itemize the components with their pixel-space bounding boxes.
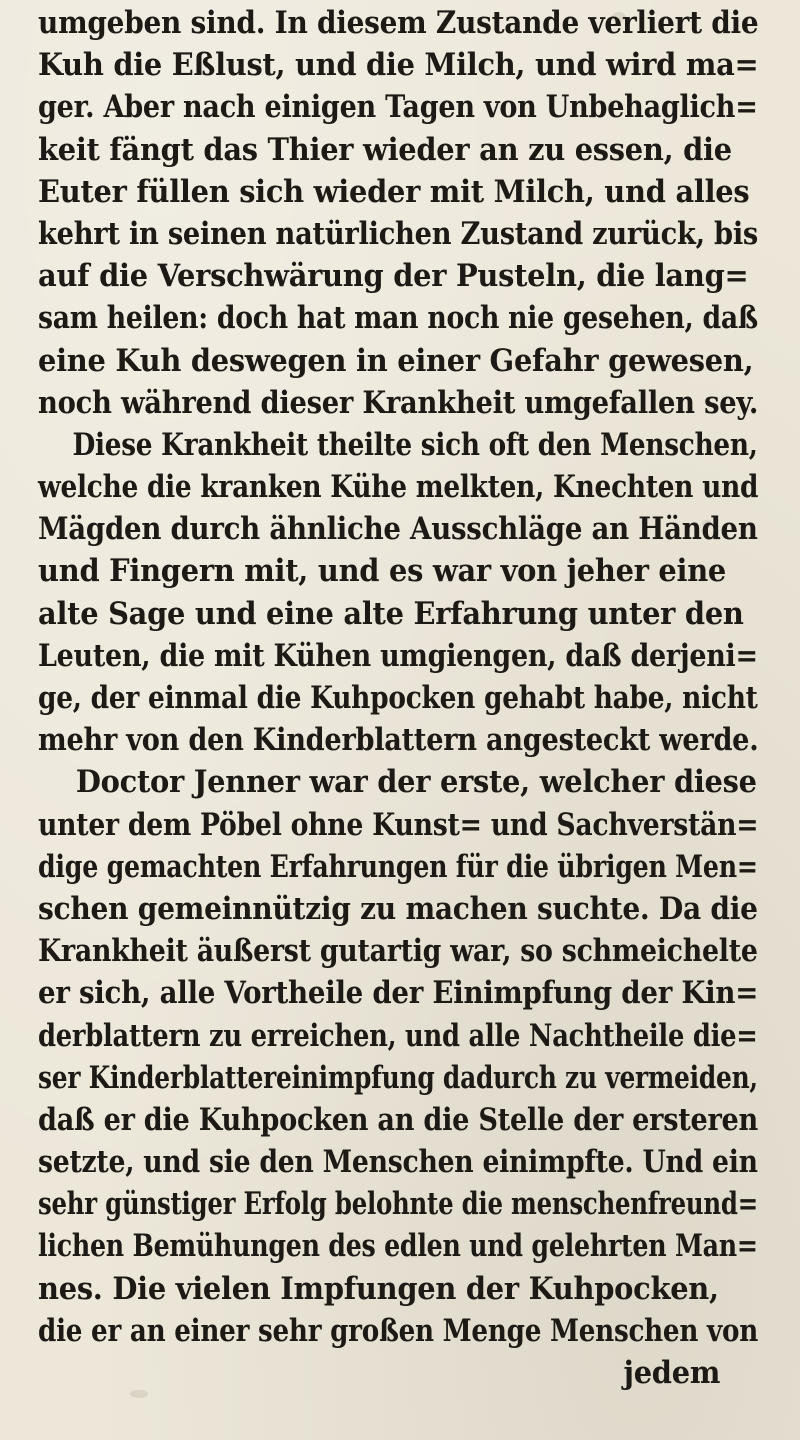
- text-line: Euter füllen sich wieder mit Milch, und alles: [38, 173, 750, 210]
- text-line: ge, der einmal die Kuhpocken gehabt habe, nicht: [38, 680, 758, 716]
- text-line: welche die kranken Kühe melkten, Knechten und: [38, 469, 759, 506]
- text-line: Mägden durch ähnliche Ausschläge an Händen: [38, 511, 758, 548]
- text-line: daß er die Kuhpocken an die Stelle der ersteren: [38, 1101, 758, 1138]
- text-line: Doctor Jenner war der erste, welcher diese: [75, 764, 757, 801]
- text-line: noch während dieser Krankheit umgefallen sey.: [38, 384, 759, 421]
- text-line: sam heilen: doch hat man noch nie gesehen, daß: [38, 300, 758, 337]
- page-text: [38, 2, 798, 1394]
- text-line: lichen Bemühungen des edlen und gelehrten Man=: [38, 1228, 758, 1265]
- text-line: schen gemeinnützig zu machen suchte. Da die: [38, 890, 758, 927]
- text-line: die er an einer sehr großen Menge Menschen von: [38, 1312, 758, 1349]
- text-line: unter dem Pöbel ohne Kunst= und Sachverstän=: [38, 806, 759, 843]
- text-line: setzte, und sie den Menschen einimpfte. Und ein: [38, 1144, 758, 1181]
- text-line: auf die Verschwärung der Pusteln, die lang=: [38, 258, 749, 295]
- text-line: keit fängt das Thier wieder an zu essen, die: [38, 131, 732, 168]
- text-line: kehrt in seinen natürlichen Zustand zurück, bis: [38, 215, 759, 252]
- text-line: derblattern zu erreichen, und alle Nachtheile die=: [38, 1017, 758, 1054]
- text-line: nes. Die vielen Impfungen der Kuhpocken,: [38, 1270, 719, 1307]
- text-line: Krankheit äußerst gutartig war, so schmeichelte: [38, 933, 758, 970]
- text-line: Diese Krankheit theilte sich oft den Menschen,: [72, 426, 758, 463]
- text-line: ger. Aber nach einigen Tagen von Unbehaglich=: [38, 89, 758, 126]
- text-line: mehr von den Kinderblattern angesteckt werde.: [38, 722, 759, 759]
- text-line: er sich, alle Vortheile der Einimpfung der Kin=: [38, 975, 759, 1012]
- text-line: und Fingern mit, und es war von jeher eine: [38, 553, 727, 590]
- text-line: umgeben sind. In diesem Zustande verliert die: [38, 5, 759, 41]
- text-line: ser Kinderblattereinimpfung dadurch zu vermeiden,: [38, 1059, 758, 1096]
- text-line: eine Kuh deswegen in einer Gefahr gewesen,: [38, 342, 754, 379]
- catchword: jedem: [623, 1355, 721, 1391]
- text-line: sehr günstiger Erfolg belohnte die menschenfreund=: [38, 1186, 758, 1223]
- text-line: Leuten, die mit Kühen umgiengen, daß derjeni=: [38, 637, 758, 674]
- text-line: dige gemachten Erfahrungen für die übrigen Men=: [38, 848, 758, 885]
- text-line: Kuh die Eßlust, und die Milch, und wird ma=: [38, 47, 759, 84]
- text-line: alte Sage und eine alte Erfahrung unter den: [38, 595, 744, 632]
